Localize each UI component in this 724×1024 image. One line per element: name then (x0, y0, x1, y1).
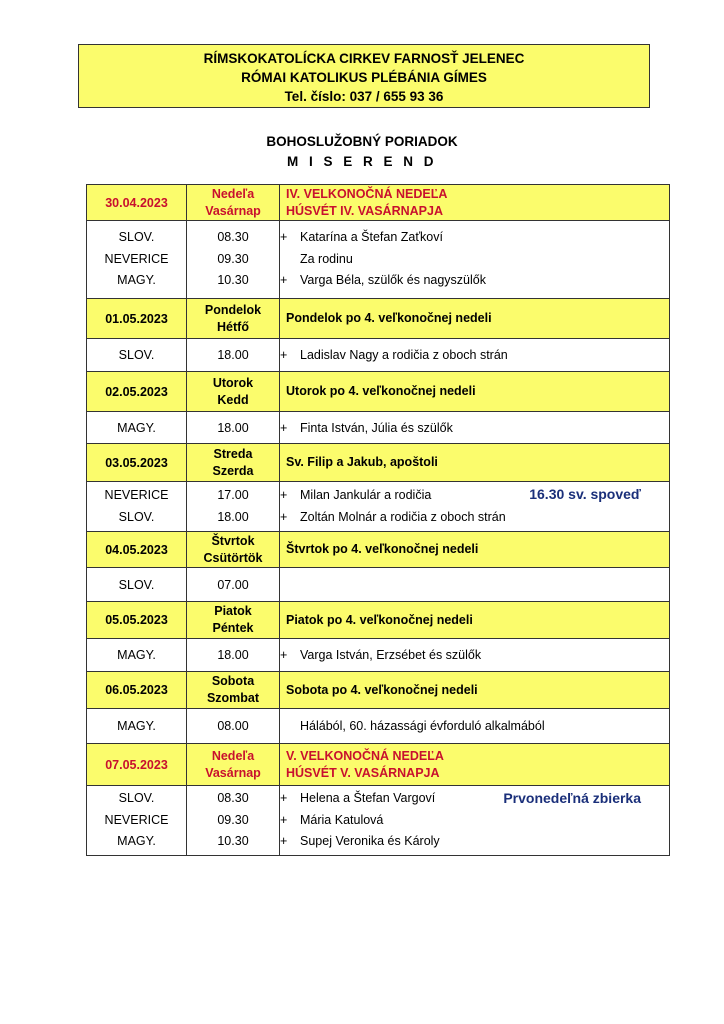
day-date: 04.05.2023 (87, 532, 187, 568)
day-header-row (87, 672, 670, 709)
day-name-sk: Streda (213, 446, 253, 461)
mass-row (87, 221, 670, 299)
cross-mark: + (280, 791, 288, 806)
intention-text: Helena a Štefan Vargoví (300, 791, 436, 806)
feast-name-sk: Pondelok po 4. veľkonočnej nedeli (280, 299, 670, 339)
cross-mark: + (280, 420, 288, 435)
parish-header (78, 44, 650, 108)
day-name-sk: Piatok (214, 604, 252, 618)
day-date: 01.05.2023 (87, 299, 187, 339)
mass-time: 09.30 (217, 812, 249, 827)
mass-intention (280, 568, 670, 602)
mass-place: MAGY. (117, 834, 156, 849)
intention-text: Supej Veronika és Károly (300, 834, 440, 849)
mass-intentions (280, 221, 670, 299)
intention-text: Katarína a Štefan Zaťkoví (300, 230, 443, 245)
intention-text: Milan Jankulár a rodičia (300, 488, 432, 502)
parish-phone: Tel. číslo: 037 / 655 93 36 (284, 89, 444, 104)
day-name-hu: Péntek (212, 621, 254, 635)
day-date: 07.05.2023 (87, 744, 187, 786)
mass-time: 17.00 (217, 488, 249, 502)
day-name-sk: Nedeľa (211, 748, 255, 763)
day-name-hu: Szombat (206, 691, 260, 705)
feast-name-hu: HÚSVÉT IV. VASÁRNAPJA (286, 203, 443, 218)
day-date: 30.04.2023 (87, 185, 187, 221)
day-date: 06.05.2023 (87, 672, 187, 709)
day-date: 03.05.2023 (87, 444, 187, 482)
mass-time: 08.30 (217, 230, 249, 245)
feast-name (280, 185, 670, 221)
collection-note: Prvonedeľná zbierka (503, 790, 641, 806)
mass-row (87, 639, 670, 672)
cross-mark: + (280, 488, 288, 502)
mass-place: SLOV. (118, 509, 155, 524)
day-header-row (87, 372, 670, 412)
cross-mark: + (280, 509, 288, 524)
day-name-sk: Sobota (211, 674, 255, 688)
day-name-sk: Nedeľa (211, 186, 255, 201)
day-header-row (87, 299, 670, 339)
day-header-row (87, 602, 670, 639)
mass-place: SLOV. (118, 791, 155, 806)
mass-intention (280, 831, 669, 853)
feast-name-sk: Utorok po 4. veľkonočnej nedeli (280, 372, 670, 412)
mass-time: 18.00 (187, 639, 280, 672)
feast-name (280, 744, 670, 786)
intention-text: Za rodinu (300, 251, 353, 266)
mass-times (187, 786, 280, 856)
mass-intention (280, 339, 670, 372)
day-header-row (87, 744, 670, 786)
day-name-hu: Szerda (212, 463, 254, 478)
feast-name-sk: IV. VELKONOČNÁ NEDEĽA (286, 186, 448, 201)
mass-place: NEVERICE (104, 812, 169, 827)
day-name (187, 372, 280, 412)
cross-mark: + (280, 348, 288, 362)
day-name-hu: Csütörtök (203, 550, 263, 565)
mass-time: 07.00 (187, 568, 280, 602)
intention-text: Ladislav Nagy a rodičia z oboch strán (300, 348, 508, 362)
feast-name-hu: HÚSVÉT V. VASÁRNAPJA (286, 765, 440, 780)
mass-row (87, 568, 670, 602)
intention-text: Varga Béla, szülők és nagyszülők (300, 273, 486, 288)
cross-mark: + (280, 812, 288, 827)
mass-row (87, 412, 670, 444)
day-name (187, 299, 280, 339)
mass-places (87, 221, 187, 299)
parish-name-hu: RÓMAI KATOLIKUS PLÉBÁNIA GÍMES (241, 70, 487, 85)
feast-name-sk: Sobota po 4. veľkonočnej nedeli (280, 672, 670, 709)
mass-intention (280, 249, 669, 271)
day-name-hu: Kedd (217, 392, 249, 407)
mass-place: NEVERICE (104, 251, 169, 266)
intention-text: Finta István, Júlia és szülők (300, 420, 453, 435)
mass-time: 09.30 (217, 251, 249, 266)
mass-times (187, 482, 280, 532)
day-name (187, 444, 280, 482)
mass-place: SLOV. (118, 230, 155, 245)
mass-time: 10.30 (217, 273, 249, 288)
intention-text: Varga István, Erzsébet és szülők (300, 648, 482, 662)
intention-text: Hálából, 60. házassági évforduló alkalmából (300, 719, 545, 733)
mass-time: 18.00 (217, 509, 249, 524)
mass-schedule-table (86, 184, 670, 856)
feast-name-sk: Štvrtok po 4. veľkonočnej nedeli (280, 532, 670, 568)
feast-name-sk: Sv. Filip a Jakub, apoštoli (280, 444, 670, 482)
mass-time: 18.00 (187, 412, 280, 444)
day-name (187, 185, 280, 221)
mass-row (87, 709, 670, 744)
day-name-hu: Vasárnap (205, 765, 261, 780)
day-name-sk: Štvrtok (211, 533, 255, 548)
mass-time: 08.30 (217, 791, 249, 806)
cross-mark: + (280, 230, 288, 245)
mass-time: 08.00 (187, 709, 280, 744)
mass-times (187, 221, 280, 299)
mass-intention (280, 227, 669, 249)
mass-time: 10.30 (217, 834, 249, 849)
feast-name-sk: Piatok po 4. veľkonočnej nedeli (280, 602, 670, 639)
day-name-hu: Hétfő (217, 319, 249, 334)
cross-mark: + (280, 273, 288, 288)
mass-intention (280, 709, 670, 744)
day-name (187, 602, 280, 639)
mass-intention (280, 507, 669, 529)
mass-place: NEVERICE (104, 488, 169, 502)
confession-note: 16.30 sv. spoveď (529, 486, 641, 502)
intention-text: Zoltán Molnár a rodičia z oboch strán (300, 509, 506, 524)
intention-text: Mária Katulová (300, 812, 384, 827)
mass-row (87, 786, 670, 856)
mass-place: MAGY. (87, 709, 187, 744)
day-header-row (87, 532, 670, 568)
parish-name-sk: RÍMSKOKATOLÍCKA CIRKEV FARNOSŤ JELENEC (203, 51, 525, 66)
mass-places (87, 482, 187, 532)
day-date: 05.05.2023 (87, 602, 187, 639)
day-name-hu: Vasárnap (205, 203, 261, 218)
day-name (187, 532, 280, 568)
mass-intention (280, 412, 670, 444)
day-header-row (87, 185, 670, 221)
mass-place: MAGY. (87, 639, 187, 672)
feast-name-sk: V. VELKONOČNÁ NEDEĽA (286, 748, 444, 763)
mass-row (87, 339, 670, 372)
mass-place: SLOV. (87, 339, 187, 372)
day-name (187, 672, 280, 709)
mass-intentions (280, 482, 670, 532)
day-name-sk: Pondelok (204, 302, 262, 317)
mass-place: SLOV. (87, 568, 187, 602)
mass-intention (280, 639, 670, 672)
cross-mark: + (280, 648, 288, 662)
mass-row (87, 482, 670, 532)
mass-time: 18.00 (187, 339, 280, 372)
mass-intention (280, 810, 669, 832)
cross-mark: + (280, 834, 288, 849)
day-date: 02.05.2023 (87, 372, 187, 412)
mass-place: MAGY. (117, 273, 156, 288)
schedule-title-sk: BOHOSLUŽOBNÝ PORIADOK (266, 134, 458, 149)
day-name (187, 744, 280, 786)
mass-intentions (280, 786, 670, 856)
day-header-row (87, 444, 670, 482)
mass-place: MAGY. (87, 412, 187, 444)
mass-intention (280, 270, 669, 292)
day-name-sk: Utorok (212, 375, 254, 390)
schedule-title-hu: M I S E R E N D (286, 154, 437, 169)
mass-places (87, 786, 187, 856)
